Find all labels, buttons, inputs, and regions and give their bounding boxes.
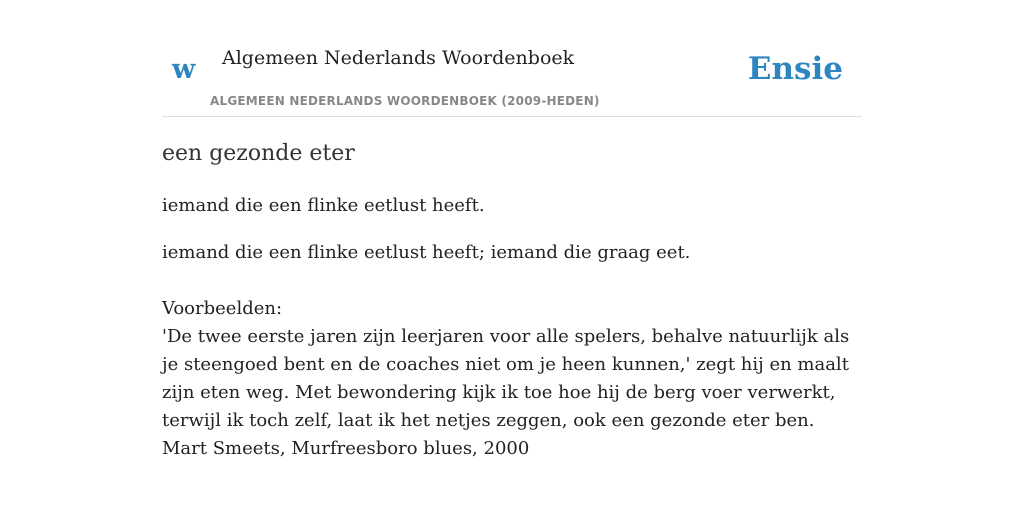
source-title[interactable]: Algemeen Nederlands Woordenboek	[222, 47, 575, 69]
example-source: Mart Smeets, Murfreesboro blues, 2000	[162, 438, 530, 459]
source-subtitle: ALGEMEEN NEDERLANDS WOORDENBOEK (2009-HEDEN)	[210, 94, 600, 108]
entry-header	[162, 0, 862, 117]
brand-logo[interactable]: Ensie	[747, 51, 843, 87]
source-logo-icon: w	[172, 54, 196, 85]
entry-card	[162, 0, 862, 512]
examples-heading: Voorbeelden:	[162, 298, 283, 319]
entry-term: een gezonde eter	[162, 141, 355, 166]
examples-block	[162, 295, 862, 463]
example-quote: 'De twee eerste jaren zijn leerjaren voor alle spelers, behalve natuurlijk als je steengoed bent en de coaches niet om je heen kunnen,' zegt hij en maalt zijn eten weg. Met bewondering kijk ik toe hoe hij de berg voer verwerkt, terwijl ik toch zelf, laat ik het netjes zeggen, ook een gezonde eter ben.	[162, 326, 850, 431]
definition-secondary: iemand die een flinke eetlust heeft; iemand die graag eet.	[162, 242, 691, 263]
definition-primary: iemand die een flinke eetlust heeft.	[162, 195, 485, 216]
